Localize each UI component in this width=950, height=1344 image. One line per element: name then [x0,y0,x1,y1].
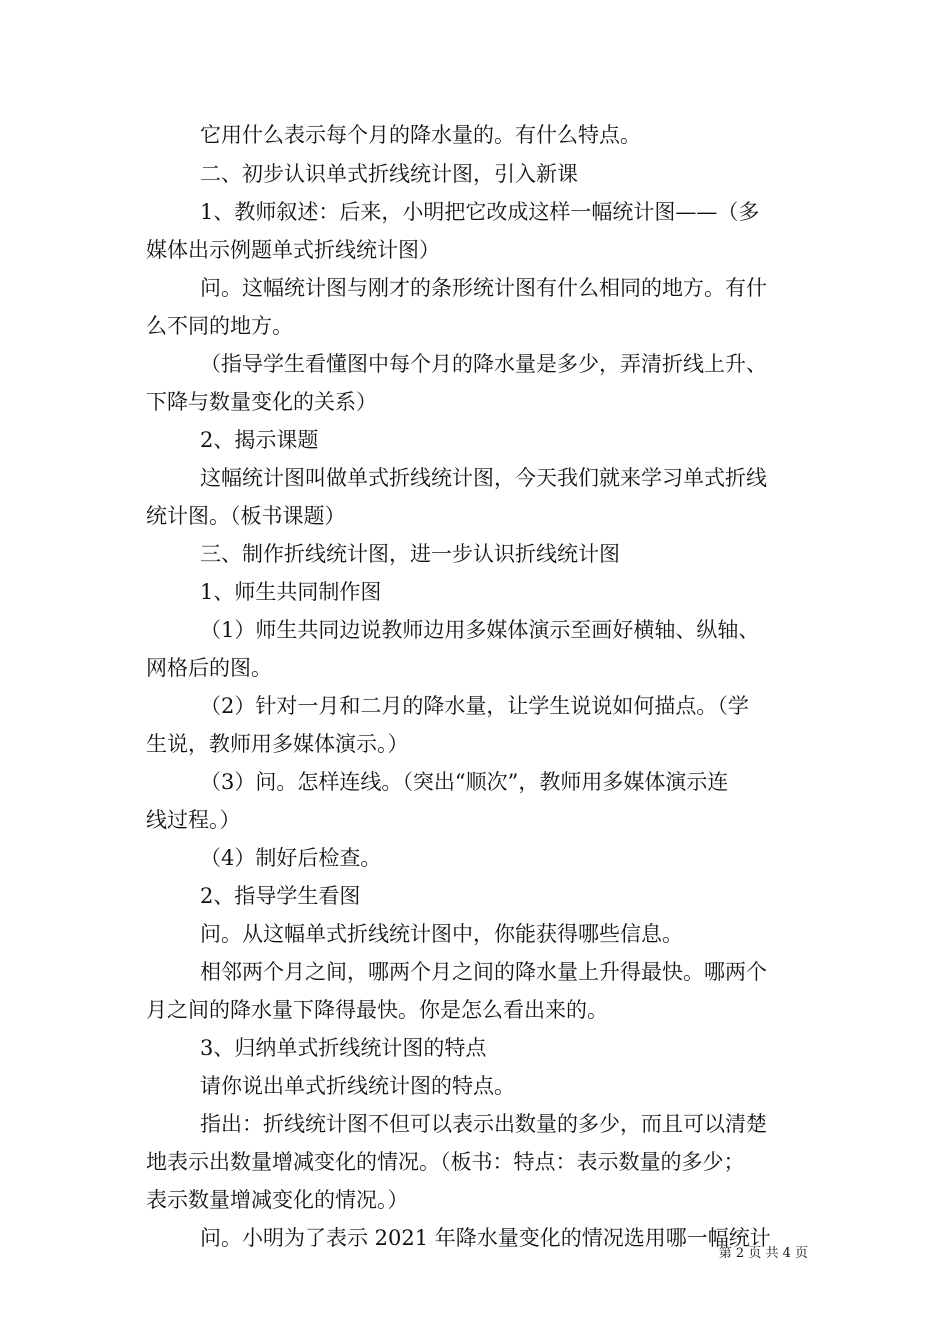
section-heading: 二、初步认识单式折线统计图，引入新课 [200,162,578,186]
text-line: 问。从这幅单式折线统计图中，你能获得哪些信息。 [200,922,683,946]
text-line: 指出：折线统计图不但可以表示出数量的多少，而且可以清楚 [200,1112,767,1136]
subsection-heading: 2、揭示课题 [200,428,319,452]
page-number-footer: 第 2 页 共 4 页 [718,1246,808,1261]
text-line: 问。这幅统计图与刚才的条形统计图有什么相同的地方。有什 [200,276,767,300]
text-line: 它用什么表示每个月的降水量的。有什么特点。 [200,123,641,147]
text-line: 媒体出示例题单式折线统计图） [146,238,440,262]
text-line: 统计图。（板书课题） [146,504,346,528]
section-heading: 三、制作折线统计图，进一步认识折线统计图 [200,542,620,566]
text-line: 线过程。） [146,808,241,832]
text-line: 生说，教师用多媒体演示。） [146,732,409,756]
text-line: 网格后的图。 [146,656,272,680]
text-line: 表示数量增减变化的情况。） [146,1188,409,1212]
text-line: （4）制好后检查。 [200,846,382,870]
text-line: 地表示出数量增减变化的情况。（板书：特点：表示数量的多少； [146,1150,745,1174]
text-line: （3）问。怎样连线。（突出“顺次”，教师用多媒体演示连 [200,770,729,794]
text-line: （指导学生看懂图中每个月的降水量是多少，弄清折线上升、 [200,352,767,376]
text-line: 么不同的地方。 [146,314,293,338]
text-line: 请你说出单式折线统计图的特点。 [200,1074,515,1098]
subsection-heading: 3、归纳单式折线统计图的特点 [200,1036,487,1060]
text-line: 这幅统计图叫做单式折线统计图，今天我们就来学习单式折线 [200,466,767,490]
text-line: 相邻两个月之间，哪两个月之间的降水量上升得最快。哪两个 [200,960,767,984]
text-line: 1、教师叙述：后来，小明把它改成这样一幅统计图——（多 [200,200,760,224]
text-line: （2）针对一月和二月的降水量，让学生说说如何描点。（学 [200,694,749,718]
text-line: 月之间的降水量下降得最快。你是怎么看出来的。 [146,998,608,1022]
text-line: 问。小明为了表示 2021 年降水量变化的情况选用哪一幅统计 [200,1226,771,1250]
subsection-heading: 1、师生共同制作图 [200,580,382,604]
text-line: （1）师生共同边说教师边用多媒体演示至画好横轴、纵轴、 [200,618,760,642]
subsection-heading: 2、指导学生看图 [200,884,361,908]
text-line: 下降与数量变化的关系） [146,390,377,414]
